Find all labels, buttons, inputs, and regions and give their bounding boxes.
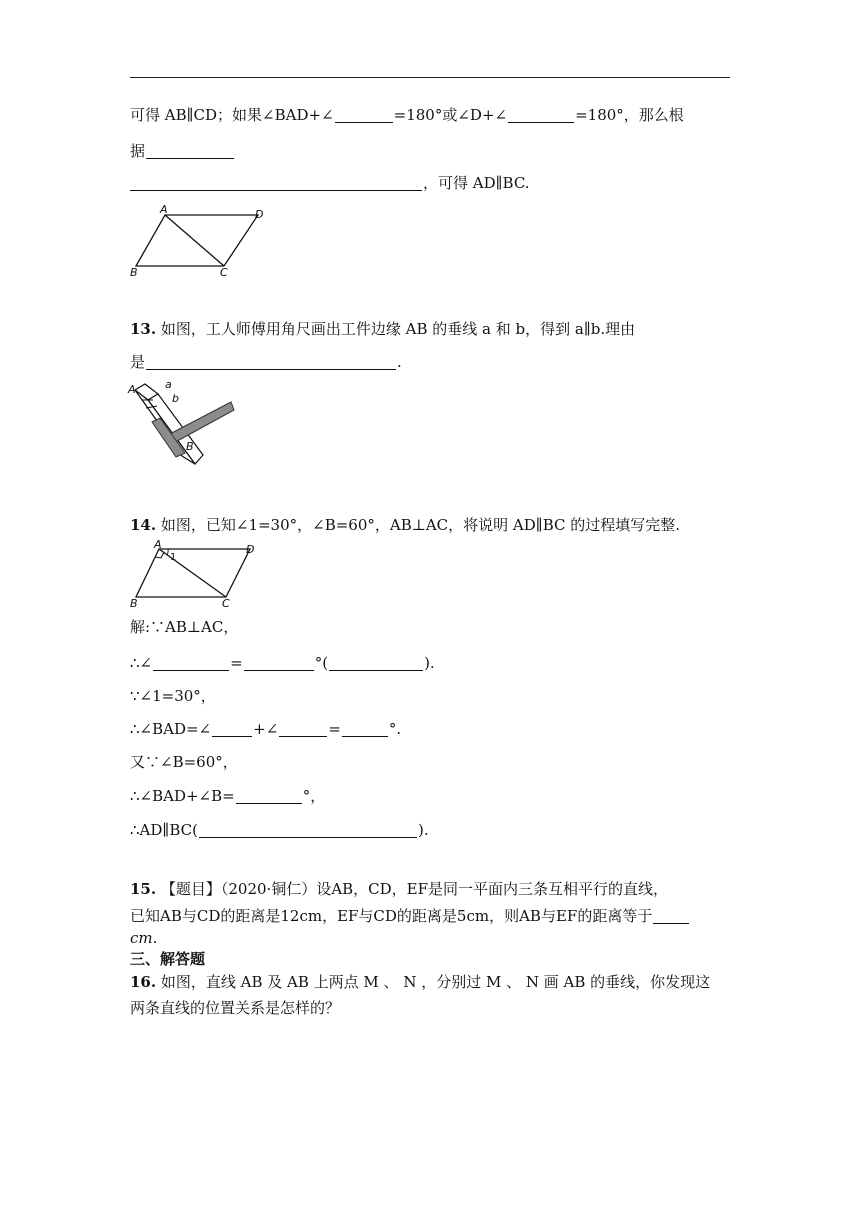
q14-step-6 xyxy=(130,786,325,806)
blank[interactable] xyxy=(199,822,417,838)
blank[interactable] xyxy=(236,788,302,804)
q16-number: 16. xyxy=(130,973,157,991)
blank[interactable] xyxy=(146,143,234,159)
blank[interactable] xyxy=(279,721,327,737)
label-d: D xyxy=(246,543,255,556)
q14-step-2-a: ∴∠ xyxy=(130,654,153,672)
label-angle-1: 1 xyxy=(170,552,177,563)
q12-text-c: =180°，那么根 xyxy=(575,106,684,124)
label-line-a: a xyxy=(165,378,172,391)
q14-step-4-a: ∴∠BAD=∠ xyxy=(130,720,212,738)
blank[interactable] xyxy=(508,107,574,123)
q14-step-6-b: °， xyxy=(302,787,326,805)
blank[interactable] xyxy=(335,107,393,123)
q15-text-c: cm. xyxy=(130,929,158,947)
q16-line-1 xyxy=(130,972,710,992)
q13-text: 如图，工人师傅用角尺画出工件边缘 AB 的垂线 a 和 b，得到 a∥b.理由 xyxy=(156,320,636,338)
blank[interactable] xyxy=(130,175,422,191)
q13-line-2 xyxy=(130,352,402,372)
q13-line-1 xyxy=(130,319,635,339)
q15-text-a: 【题目】（2020·铜仁）设AB，CD，EF是同一平面内三条互相平行的直线， xyxy=(156,880,669,898)
q12-line-2 xyxy=(130,141,235,161)
label-c: C xyxy=(220,266,228,279)
header-rule xyxy=(130,77,730,78)
q14-text: 如图，已知∠1=30°，∠B=60°，AB⊥AC，将说明 AD∥BC 的过程填写完整. xyxy=(156,516,681,534)
q12-line-3 xyxy=(130,173,530,193)
workpiece-square-figure xyxy=(128,380,243,475)
q12-line-1 xyxy=(130,105,684,125)
q14-step-4-b: +∠ xyxy=(253,720,279,738)
q12-text-d: 据 xyxy=(130,142,146,160)
q14-step-5-text: 又∵∠B=60°， xyxy=(130,753,238,771)
q12-text-a: 可得 AB∥CD；如果∠BAD+∠ xyxy=(130,106,334,124)
q15-line-2 xyxy=(130,906,690,926)
q12-text-e: ，可得 AD∥BC. xyxy=(423,174,530,192)
q14-step-4 xyxy=(130,719,401,739)
diagonal-ac xyxy=(165,215,224,266)
q15-number: 15. xyxy=(130,880,157,898)
label-a: A xyxy=(128,383,136,396)
q16-line-2 xyxy=(130,998,340,1018)
q14-step-4-d: °. xyxy=(388,720,402,738)
q14-step-2 xyxy=(130,653,435,673)
label-a: A xyxy=(154,538,162,551)
q14-step-1-text: 解:∵AB⊥AC， xyxy=(130,618,239,636)
blank[interactable] xyxy=(342,721,388,737)
angle-1-arc xyxy=(167,549,168,555)
label-c: C xyxy=(222,597,230,610)
q13-number: 13. xyxy=(130,320,157,338)
q13-text-c: . xyxy=(397,353,402,371)
label-line-b: b xyxy=(172,392,179,405)
blank[interactable] xyxy=(329,655,423,671)
q14-step-7-b: ). xyxy=(417,821,429,839)
q14-step-1 xyxy=(130,617,238,637)
label-b: B xyxy=(130,266,138,279)
q15-text-b: 已知AB与CD的距离是12cm，EF与CD的距离是5cm，则AB与EF的距离等于 xyxy=(130,907,653,925)
q14-step-3-text: ∵∠1=30°， xyxy=(130,687,216,705)
parallelogram-figure-1 xyxy=(128,204,268,280)
parallelogram-outline xyxy=(136,215,258,266)
q14-step-7-a: ∴AD∥BC( xyxy=(130,821,198,839)
label-d: D xyxy=(255,208,264,221)
label-a: A xyxy=(160,203,168,216)
q14-step-2-d: ). xyxy=(424,654,435,672)
blank[interactable] xyxy=(653,908,689,924)
q14-step-4-c: = xyxy=(328,720,341,738)
label-b: B xyxy=(186,440,194,453)
q15-line-1 xyxy=(130,879,668,899)
q15-line-3 xyxy=(130,928,157,948)
q13-text-b: 是 xyxy=(130,353,146,371)
q14-line-1 xyxy=(130,515,680,535)
blank[interactable] xyxy=(244,655,314,671)
label-b: B xyxy=(130,597,138,610)
parallelogram-figure-2 xyxy=(128,538,268,611)
q14-step-6-a: ∴∠BAD+∠B= xyxy=(130,787,235,805)
q16-text-b: 两条直线的位置关系是怎样的？ xyxy=(130,999,341,1017)
blank[interactable] xyxy=(153,655,229,671)
q16-text-a: 如图，直线 AB 及 AB 上两点 M 、 N ，分别过 M 、 N 画 AB 的垂线，你发现这 xyxy=(156,973,711,991)
q14-step-2-b: = xyxy=(230,654,243,672)
blank[interactable] xyxy=(146,354,396,370)
q14-step-3 xyxy=(130,686,216,706)
q14-number: 14. xyxy=(130,516,157,534)
q12-text-b: =180°或∠D+∠ xyxy=(393,106,508,124)
blank[interactable] xyxy=(212,721,252,737)
q14-step-7 xyxy=(130,820,429,840)
q14-step-2-c: °( xyxy=(314,654,329,672)
q14-step-5 xyxy=(130,752,238,772)
section-heading: 三、解答题 xyxy=(130,950,206,968)
